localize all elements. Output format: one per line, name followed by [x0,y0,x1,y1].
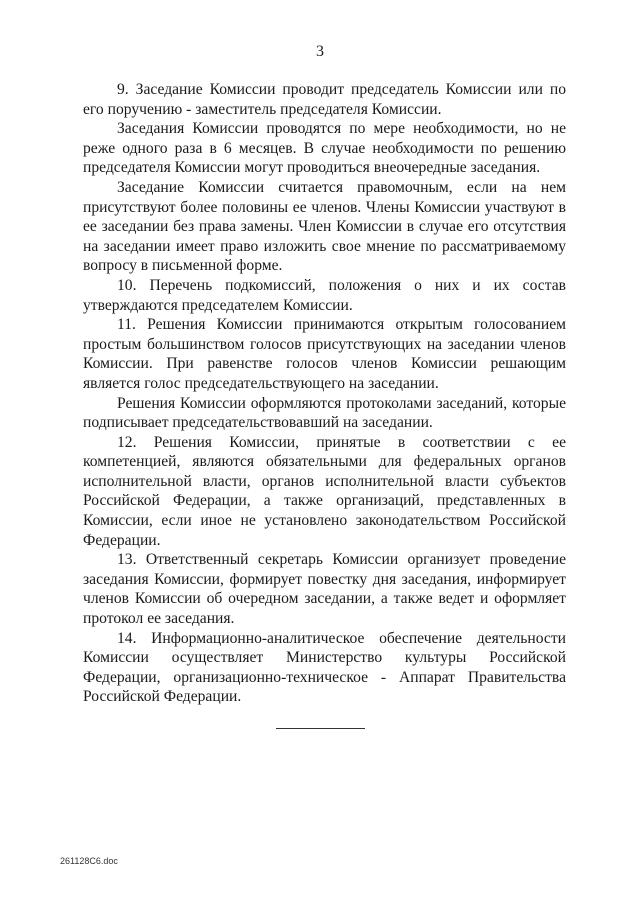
document-file-code: 261128С6.doc [60,856,118,866]
paragraph-10: 10. Перечень подкомиссий, положения о них и их состав утверждаются председателем Комиссии. [83,276,566,314]
paragraph-9-quorum: Заседание Комиссии считается правомочным, если на нем присутствуют более половины ее членов. Члены Комиссии участвуют в ее заседании без права замены. Член Комиссии в случае его отсутствия на заседании имеет право изложить свое мнение по рассматриваемому вопросу в письменной форме. [83,178,566,275]
paragraph-9: 9. Заседание Комиссии проводит председатель Комиссии или по его поручению - заместитель председателя Комиссии. [83,81,566,118]
paragraph-11: 11. Решения Комиссии принимаются открытым голосованием простым большинством голосов присутствующих на заседании членов Комиссии. При равенстве голосов членов Комиссии решающим является голос председательствующего на заседании. [83,316,566,392]
paragraph-12: 12. Решения Комиссии, принятые в соответствии с ее компетенцией, являются обязательными для федеральных органов исполнительной власти, органов исполнительной власти субъектов Российской Федерации, а также организаций, представленных в Комиссии, если иное не установлено законодательством Российской Федерации. [83,433,566,549]
paragraph-11-protocols: Решения Комиссии оформляются протоколами заседаний, которые подписывает председательствовавший на заседании. [83,394,566,432]
paragraph-9-meetings-frequency: Заседания Комиссии проводятся по мере необходимости, но не реже одного раза в 6 месяцев. В случае необходимости по решению председателя Комиссии могут проводиться внеочередные заседания. [83,120,566,177]
page-number: 3 [316,43,324,60]
document-body [83,80,566,707]
paragraph-13: 13. Ответственный секретарь Комиссии организует проведение заседания Комиссии, формирует повестку дня заседания, информирует членов Комиссии об очередном заседании, а также ведет и оформляет протокол ее заседания. [83,551,566,628]
end-separator-line [276,728,365,729]
paragraph-14: 14. Информационно-аналитическое обеспечение деятельности Комиссии осуществляет Министерство культуры Российской Федерации, организационно-техническое - Аппарат Правительства Российской Федерации. [83,629,566,706]
